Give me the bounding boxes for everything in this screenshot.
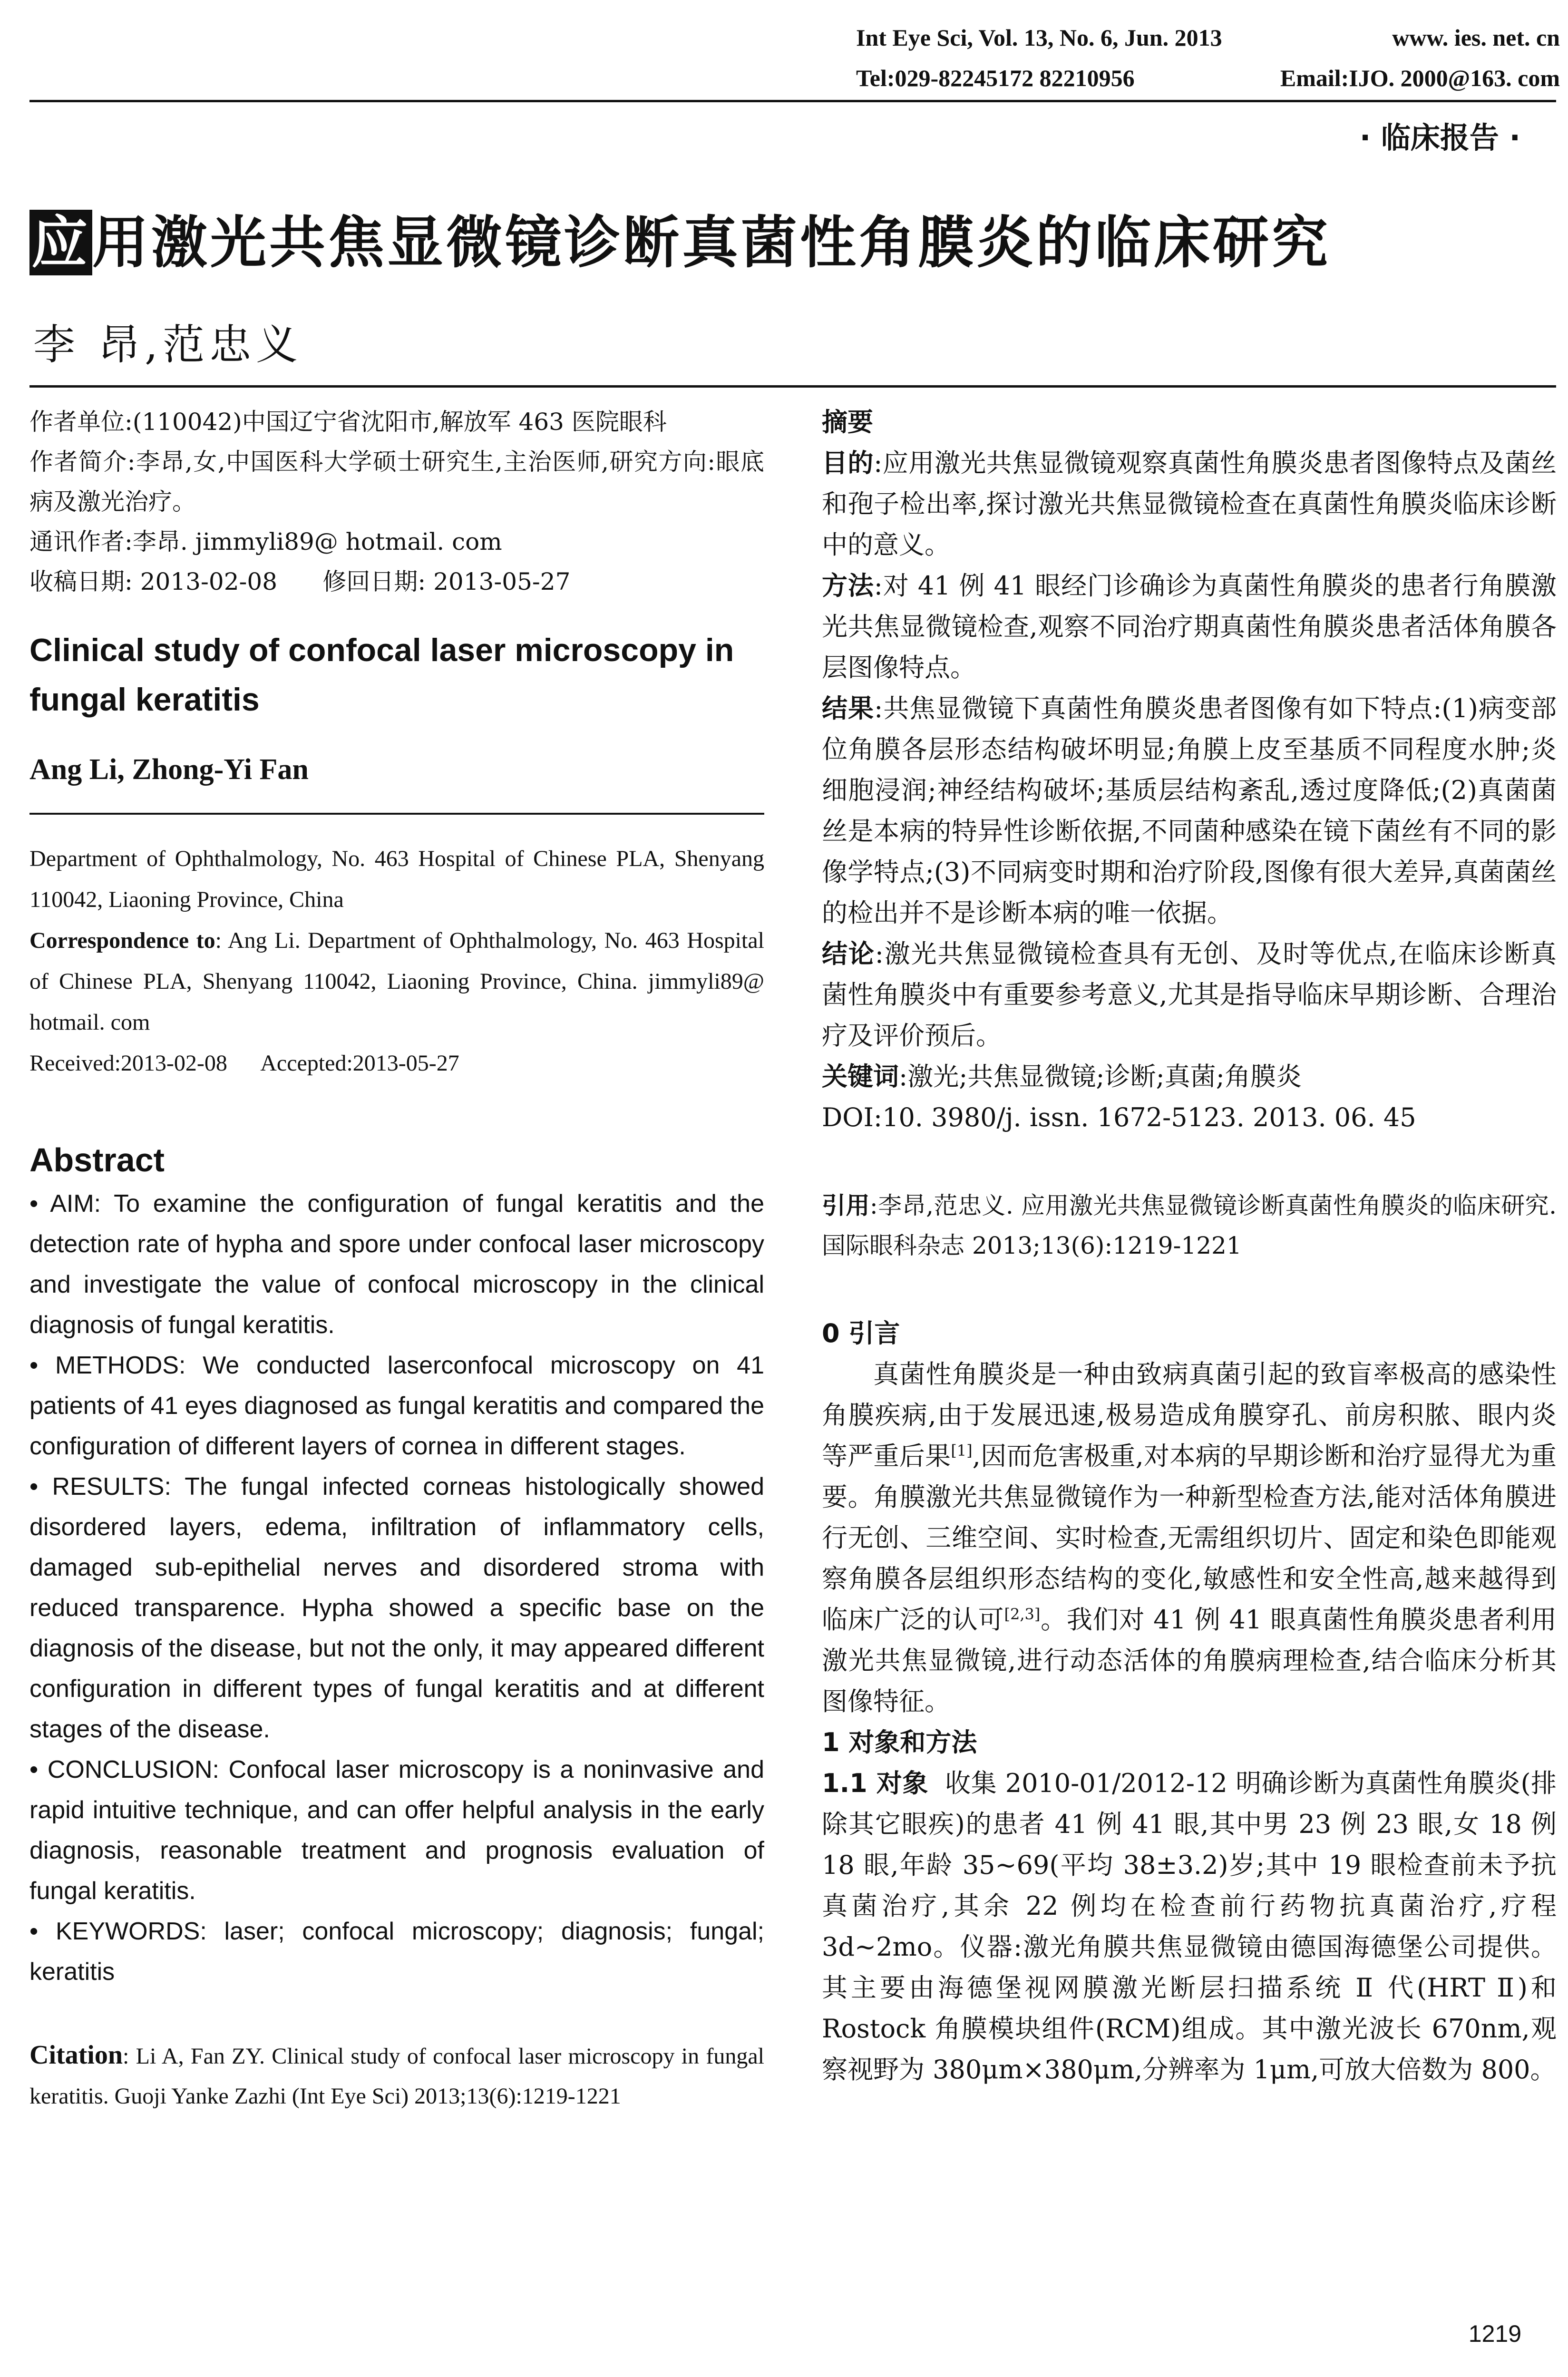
keywords-text-cn: :激光;共焦显微镜;诊断;真菌;角膜炎	[899, 1062, 1302, 1091]
abstract-keywords-cn	[822, 1056, 1557, 1097]
abstract-methods-cn	[822, 565, 1557, 688]
methods-heading: 1 对象和方法	[822, 1727, 977, 1757]
english-authors: Ang Li, Zhong-Yi Fan	[29, 753, 309, 786]
abstract-heading-cn: 摘要	[822, 407, 873, 437]
corresponding-author-cn: 通讯作者:李昂. jimmyli89@ hotmail. com	[29, 528, 502, 555]
methods-text-cn: :对 41 例 41 眼经门诊确诊为真菌性角膜炎的患者行角膜激光共焦显微镜检查,观察不同治疗期真菌性角膜炎患者活体角膜各层图像特点。	[822, 571, 1557, 682]
methods-paragraph	[822, 1763, 1565, 2090]
citation-label-cn: 引用	[822, 1192, 870, 1219]
abstract-conclusion: • CONCLUSION: Confocal laser microscopy is a noninvasive and rapid intuitive technique, and can offer helpful analysis in the early diagnosis, reasonable treatment and prognosis evaluation of fungal keratitis.	[29, 1756, 764, 1905]
results-text-cn: :共焦显微镜下真菌性角膜炎患者图像有如下特点:(1)病变部位角膜各层形态结构破坏明显;角膜上皮至基质不同程度水肿;炎细胞浸润;神经结构破坏;基质层结构紊乱,透过度降低;(2)真菌菌丝是本病的特异性诊断依据,不同菌种感染在镜下菌丝有不同的影像学特点;(3)不同病变时期和治疗阶段,图像有很大差异,真菌菌丝的检出并不是诊断本病的唯一依据。	[822, 693, 1557, 928]
author-affiliation-cn: 作者单位:(110042)中国辽宁省沈阳市,解放军 463 医院眼科	[29, 408, 667, 436]
authors-chinese: 李 昂,范忠义	[33, 320, 302, 369]
left-column	[29, 402, 764, 2116]
citation-text: : Li A, Fan ZY. Clinical study of confocal laser microscopy in fungal keratitis. Guoji Yanke Zazhi (Int Eye Sci) 2013;13(6):1219-1221	[29, 2044, 764, 2109]
intro-paragraph	[822, 1354, 1557, 1722]
abstract-results-cn	[822, 688, 1557, 934]
journal-email: Email:IJO. 2000@163. com	[1280, 65, 1560, 91]
conclusion-text-cn: :激光共焦显微镜检查具有无创、及时等优点,在临床诊断真菌性角膜炎中有重要参考意义,尤其是指导临床早期诊断、合理治疗及评价预后。	[822, 939, 1557, 1051]
section-tag: · 临床报告 ·	[1359, 120, 1520, 155]
abstract-results: • RESULTS: The fungal infected corneas histologically showed disordered layers, edema, infiltration of inflammatory cells, damaged sub-epithelial nerves and disordered stroma with reduced transparence. Hypha showed a specific base on the diagnosis of the disease, but not the only, it may appeared different configuration in different types of fungal keratitis and at different stages of the disease.	[29, 1473, 764, 1743]
abstract-keywords: • KEYWORDS: laser; confocal microscopy; diagnosis; fungal; keratitis	[29, 1918, 764, 1986]
intro-heading: 0 引言	[822, 1318, 900, 1348]
english-citation	[29, 2035, 764, 2116]
subjects-text: 收集 2010-01/2012-12 明确诊断为真菌性角膜炎(排除其它眼疾)的患者 41 例 41 眼,其中男 23 例 23 眼,女 18 例 18 眼,年龄 35~69(平均 38±3.2)岁;其中 19 眼检查前未予抗真菌治疗,其余 22 例均在检查前行药物抗真菌治疗,疗程 3d~2mo。仪器:激光角膜共焦显微镜由德国海德堡公司提供。其主要由海德堡视网膜激光断层扫描系统 Ⅱ 代(HRT Ⅱ)和 Rostock 角膜模块组件(RCM)组成。其中激光波长 670nm,观察视野为 380μm×380μm,分辨率为 1μm,可放大倍数为 800。	[822, 1768, 1565, 2085]
abstract-methods: • METHODS: We conducted laserconfocal microscopy on 41 patients of 41 eyes diagnosed as fungal keratitis and compared the configuration of different layers of cornea in different stages.	[29, 1352, 764, 1460]
correspondence-label: Correspondence to	[29, 928, 215, 953]
ref-2-3: [2,3]	[1004, 1605, 1041, 1623]
english-affiliation: Department of Ophthalmology, No. 463 Hospital of Chinese PLA, Shenyang 110042, Liaoning Province, China	[29, 846, 764, 912]
doi: DOI:10. 3980/j. issn. 1672-5123. 2013. 06. 45	[822, 1102, 1416, 1132]
abstract-aim-cn	[822, 443, 1557, 565]
citation-label: Citation	[29, 2040, 123, 2070]
journal-tel: Tel:029-82245172 82210956	[856, 65, 1135, 91]
english-dates: Received:2013-02-08 Accepted:2013-05-27	[29, 1051, 459, 1076]
results-label-cn: 结果	[822, 693, 875, 723]
title-first-char: 应	[29, 210, 92, 275]
abstract-aim: • AIM: To examine the configuration of fungal keratitis and the detection rate of hypha and spore under confocal laser microscopy and investigate the value of confocal microscopy in the clinical diagnosis of fungal keratitis.	[29, 1190, 764, 1339]
ref-1: [1]	[951, 1442, 973, 1460]
right-column	[822, 402, 1565, 2090]
english-title: Clinical study of confocal laser microscopy in fungal keratitis	[29, 632, 734, 718]
aim-label-cn: 目的	[822, 448, 874, 478]
english-rule	[29, 813, 764, 815]
intro-text-b: ,因而危害极重,对本病的早期诊断和治疗显得尤为重要。角膜激光共焦显微镜作为一种新型检查方法,能对活体角膜进行无创、三维空间、实时检查,无需组织切片、固定和染色即能观察角膜各层组织形态结构的变化,敏感性和安全性高,越来越得到临床广泛的认可	[822, 1441, 1557, 1635]
citation-text-cn: :李昂,范忠义. 应用激光共焦显微镜诊断真菌性角膜炎的临床研究. 国际眼科杂志 2013;13(6):1219-1221	[822, 1192, 1557, 1259]
journal-website: www. ies. net. cn	[1392, 24, 1560, 51]
aim-text-cn: :应用激光共焦显微镜观察真菌性角膜炎患者图像特点及菌丝和孢子检出率,探讨激光共焦显微镜检查在真菌性角膜炎临床诊断中的意义。	[822, 448, 1557, 560]
keywords-label-cn: 关键词	[822, 1062, 899, 1091]
citation-cn	[822, 1186, 1557, 1266]
journal-citation: Int Eye Sci, Vol. 13, No. 6, Jun. 2013	[856, 24, 1222, 51]
abstract-conclusion-cn	[822, 934, 1557, 1056]
subjects-label: 1.1 对象	[822, 1768, 928, 1798]
author-meta	[29, 402, 764, 602]
conclusion-label-cn: 结论	[822, 939, 875, 969]
correspondence-text: : Ang Li. Department of Ophthalmology, No. 463 Hospital of Chinese PLA, Shenyang 110042, Liaoning Province, China. jimmyli89@ hotmail. com	[29, 928, 764, 1035]
journal-contact	[856, 64, 1560, 92]
title-rest: 用激光共焦显微镜诊断真菌性角膜炎的临床研究	[92, 210, 1331, 275]
author-bio-cn: 作者简介:李昂,女,中国医科大学硕士研究生,主治医师,研究方向:眼底病及激光治疗。	[29, 448, 764, 516]
dates-cn: 收稿日期: 2013-02-08 修回日期: 2013-05-27	[29, 568, 571, 595]
title-rule	[29, 385, 1556, 388]
intro-text-c: 。我们对 41 例 41 眼真菌性角膜炎患者利用激光共焦显微镜,进行动态活体的角膜病理检查,结合临床分析其图像特征。	[822, 1605, 1557, 1716]
methods-label-cn: 方法	[822, 571, 874, 601]
article-title	[29, 197, 1331, 278]
intro-text-a: 真菌性角膜炎是一种由致病真菌引起的致盲率极高的感染性角膜疾病,由于发展迅速,极易造成角膜穿孔、前房积脓、眼内炎等严重后果	[822, 1359, 1557, 1471]
english-correspondence	[29, 920, 764, 1043]
journal-header	[856, 24, 1560, 51]
abstract-title: Abstract	[29, 1141, 165, 1179]
header-rule	[29, 100, 1556, 102]
page-number: 1219	[1468, 2320, 1521, 2347]
